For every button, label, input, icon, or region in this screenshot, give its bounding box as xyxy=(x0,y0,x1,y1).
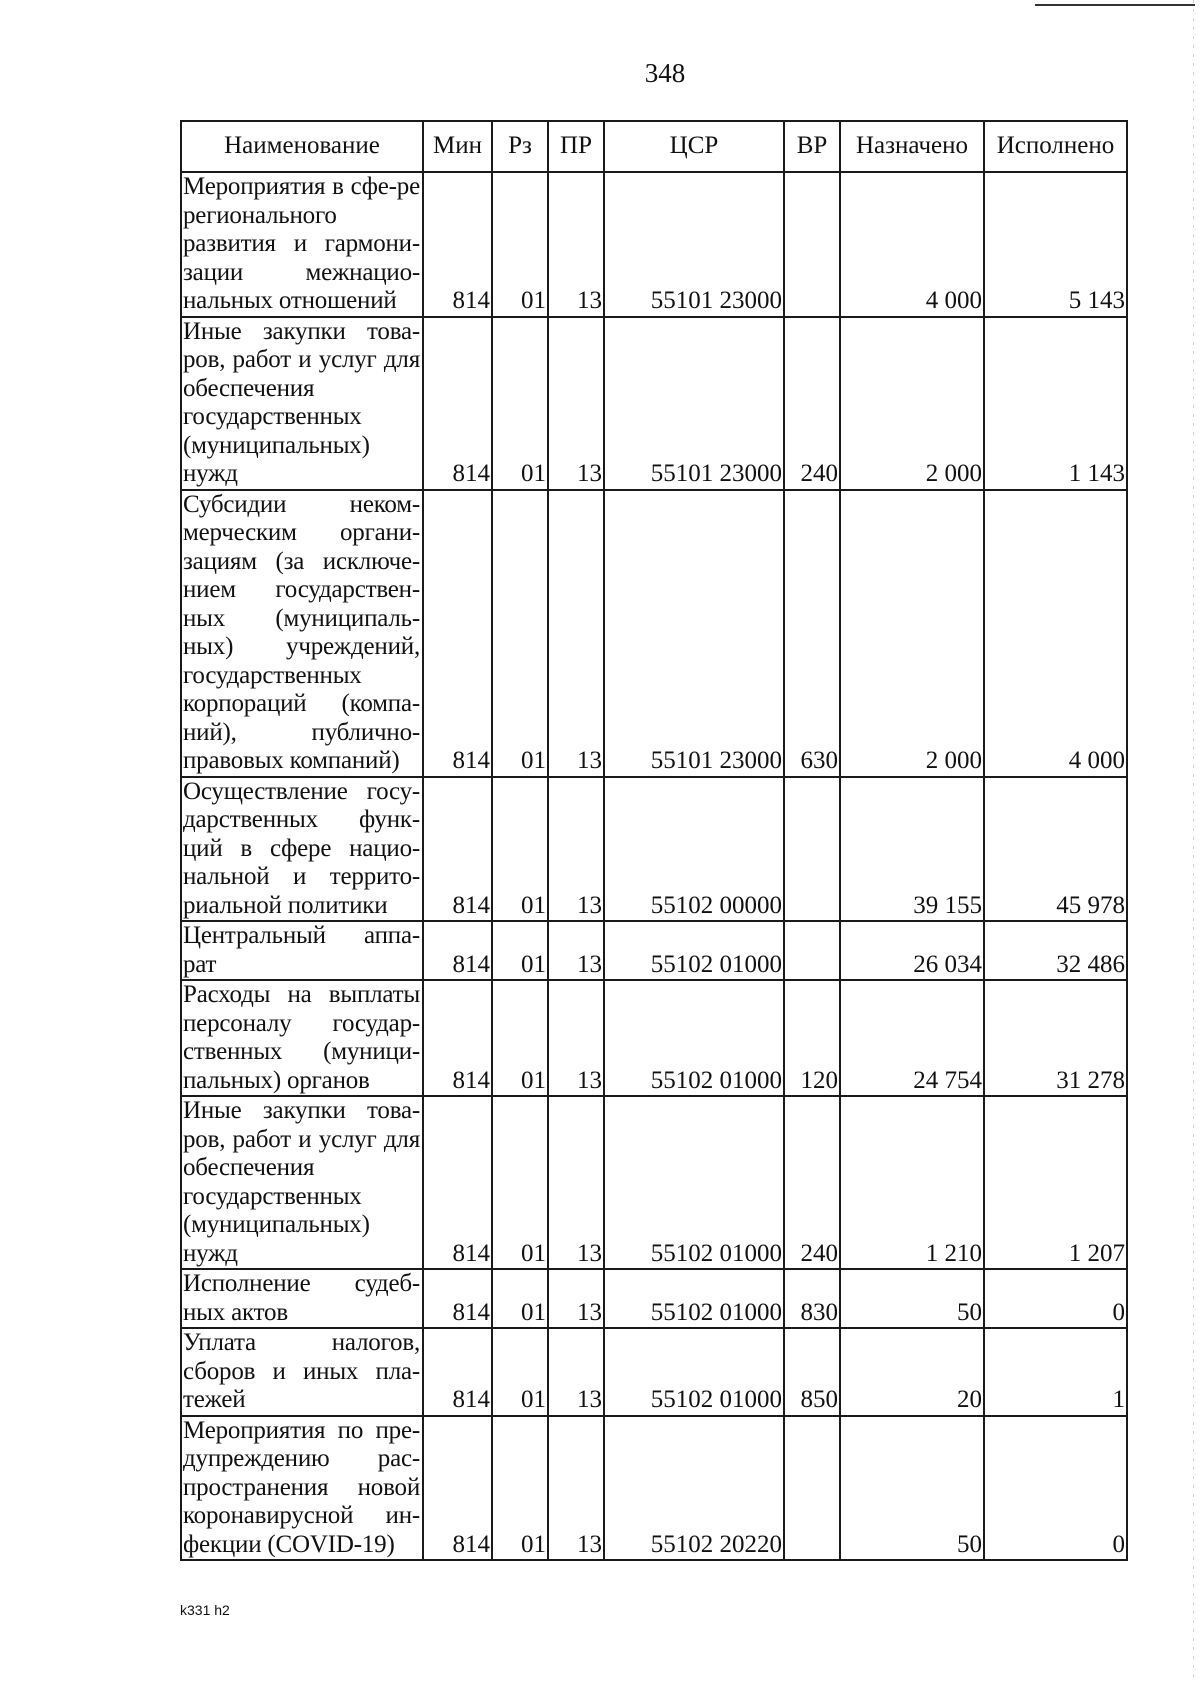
row-executed-cell: 1 143 xyxy=(984,317,1127,490)
budget-table xyxy=(180,120,1128,1561)
table-row xyxy=(181,317,1127,490)
row-min-cell: 814 xyxy=(423,1269,492,1328)
row-vr-cell: 240 xyxy=(784,1096,840,1269)
table-row xyxy=(181,980,1127,1096)
row-vr-cell: 120 xyxy=(784,980,840,1096)
row-min-cell: 814 xyxy=(423,980,492,1096)
row-vr-cell: 630 xyxy=(784,490,840,777)
row-min-cell: 814 xyxy=(423,172,492,317)
row-executed-cell: 32 486 xyxy=(984,921,1127,980)
row-name-cell: Осуществление госу-дарственных функ-ций в сфере нацио-нальной и террито-риальной политики xyxy=(181,777,423,922)
row-assigned-cell: 4 000 xyxy=(840,172,984,317)
row-assigned-cell: 50 xyxy=(840,1416,984,1561)
row-rz-cell: 01 xyxy=(492,1416,548,1561)
row-pr-cell: 13 xyxy=(548,1269,604,1328)
row-executed-cell: 1 xyxy=(984,1328,1127,1416)
row-vr-cell: 830 xyxy=(784,1269,840,1328)
row-min-cell: 814 xyxy=(423,777,492,922)
row-pr-cell: 13 xyxy=(548,1096,604,1269)
row-assigned-cell: 1 210 xyxy=(840,1096,984,1269)
table-row xyxy=(181,921,1127,980)
row-min-cell: 814 xyxy=(423,1416,492,1561)
budget-table-container xyxy=(180,120,1128,1561)
row-pr-cell: 13 xyxy=(548,317,604,490)
row-vr-cell xyxy=(784,1416,840,1561)
row-name-cell: Иные закупки това-ров, работ и услуг для обеспечения государственных (муниципальных) нужд xyxy=(181,1096,423,1269)
row-vr-cell: 850 xyxy=(784,1328,840,1416)
row-pr-cell: 13 xyxy=(548,1416,604,1561)
header-vr: ВР xyxy=(784,121,840,172)
row-csr-cell: 55101 23000 xyxy=(604,172,784,317)
row-executed-cell: 4 000 xyxy=(984,490,1127,777)
row-rz-cell: 01 xyxy=(492,980,548,1096)
table-row xyxy=(181,1096,1127,1269)
table-row xyxy=(181,1328,1127,1416)
row-min-cell: 814 xyxy=(423,1328,492,1416)
row-assigned-cell: 20 xyxy=(840,1328,984,1416)
row-rz-cell: 01 xyxy=(492,777,548,922)
row-name-cell: Мероприятия в сфе-ре регионального развития и гармони-зации межнацио-нальных отношений xyxy=(181,172,423,317)
header-row xyxy=(181,121,1127,172)
row-pr-cell: 13 xyxy=(548,777,604,922)
row-csr-cell: 55101 23000 xyxy=(604,317,784,490)
header-csr: ЦСР xyxy=(604,121,784,172)
row-rz-cell: 01 xyxy=(492,317,548,490)
row-csr-cell: 55102 01000 xyxy=(604,1328,784,1416)
row-csr-cell: 55101 23000 xyxy=(604,490,784,777)
row-executed-cell: 0 xyxy=(984,1416,1127,1561)
row-name-cell: Субсидии неком-мерческим органи-зациям (за исключе-нием государствен-ных (муниципаль-ных) учреждений, государственных корпораций (компа-ний), публично-правовых компаний) xyxy=(181,490,423,777)
row-executed-cell: 45 978 xyxy=(984,777,1127,922)
header-min: Мин xyxy=(423,121,492,172)
row-min-cell: 814 xyxy=(423,490,492,777)
row-assigned-cell: 2 000 xyxy=(840,317,984,490)
row-rz-cell: 01 xyxy=(492,1328,548,1416)
row-name-cell: Мероприятия по пре-дупреждению рас-пространения новой коронавирусной ин-фекции (COVID-19) xyxy=(181,1416,423,1561)
row-rz-cell: 01 xyxy=(492,490,548,777)
row-pr-cell: 13 xyxy=(548,980,604,1096)
row-csr-cell: 55102 01000 xyxy=(604,921,784,980)
row-rz-cell: 01 xyxy=(492,1096,548,1269)
table-row xyxy=(181,777,1127,922)
table-body xyxy=(181,172,1127,1560)
header-executed: Исполнено xyxy=(984,121,1127,172)
row-csr-cell: 55102 01000 xyxy=(604,1269,784,1328)
row-name-cell: Уплата налогов, сборов и иных пла-тежей xyxy=(181,1328,423,1416)
row-vr-cell: 240 xyxy=(784,317,840,490)
row-csr-cell: 55102 00000 xyxy=(604,777,784,922)
row-assigned-cell: 24 754 xyxy=(840,980,984,1096)
header-rz: Рз xyxy=(492,121,548,172)
row-pr-cell: 13 xyxy=(548,921,604,980)
row-name-cell: Исполнение судеб-ных актов xyxy=(181,1269,423,1328)
table-row xyxy=(181,1416,1127,1561)
row-executed-cell: 0 xyxy=(984,1269,1127,1328)
table-row xyxy=(181,1269,1127,1328)
footer-code: k331 h2 xyxy=(180,1602,230,1618)
row-name-cell: Иные закупки това-ров, работ и услуг для обеспечения государственных (муниципальных) нужд xyxy=(181,317,423,490)
row-executed-cell: 1 207 xyxy=(984,1096,1127,1269)
page-number: 348 xyxy=(644,58,686,88)
row-executed-cell: 31 278 xyxy=(984,980,1127,1096)
header-assigned: Назначено xyxy=(840,121,984,172)
row-min-cell: 814 xyxy=(423,317,492,490)
row-rz-cell: 01 xyxy=(492,172,548,317)
row-csr-cell: 55102 01000 xyxy=(604,980,784,1096)
row-vr-cell xyxy=(784,777,840,922)
row-assigned-cell: 50 xyxy=(840,1269,984,1328)
row-executed-cell: 5 143 xyxy=(984,172,1127,317)
row-min-cell: 814 xyxy=(423,921,492,980)
header-pr: ПР xyxy=(548,121,604,172)
header-name: Наименование xyxy=(181,121,423,172)
row-pr-cell: 13 xyxy=(548,490,604,777)
scan-edge xyxy=(1193,0,1194,1683)
row-csr-cell: 55102 01000 xyxy=(604,1096,784,1269)
row-assigned-cell: 26 034 xyxy=(840,921,984,980)
row-pr-cell: 13 xyxy=(548,172,604,317)
row-vr-cell xyxy=(784,172,840,317)
row-pr-cell: 13 xyxy=(548,1328,604,1416)
row-assigned-cell: 39 155 xyxy=(840,777,984,922)
row-min-cell: 814 xyxy=(423,1096,492,1269)
table-row xyxy=(181,490,1127,777)
row-csr-cell: 55102 20220 xyxy=(604,1416,784,1561)
row-name-cell: Расходы на выплаты персоналу государ-ственных (муници-пальных) органов xyxy=(181,980,423,1096)
row-rz-cell: 01 xyxy=(492,921,548,980)
top-rule xyxy=(1035,4,1195,6)
row-name-cell: Центральный аппа-рат xyxy=(181,921,423,980)
row-vr-cell xyxy=(784,921,840,980)
table-row xyxy=(181,172,1127,317)
row-assigned-cell: 2 000 xyxy=(840,490,984,777)
row-rz-cell: 01 xyxy=(492,1269,548,1328)
